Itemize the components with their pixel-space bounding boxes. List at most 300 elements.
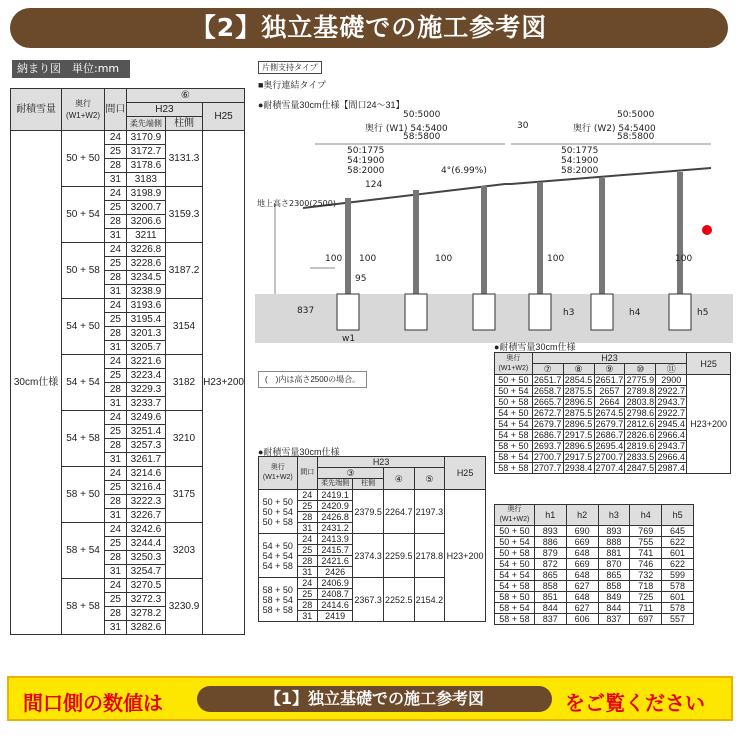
table-cell: 2674.5 <box>595 408 624 418</box>
h25-cell: H23+200 <box>445 490 486 622</box>
flex-cell: 3206.6 <box>126 215 165 229</box>
span-cell: 25 <box>104 593 126 607</box>
span-cell: 25 <box>297 589 317 600</box>
depth-value: 54 + 54 <box>262 550 293 561</box>
flex-cell: 3198.9 <box>126 187 165 201</box>
table-cell: 2896.5 <box>564 397 593 407</box>
flex-cell: 3257.3 <box>126 439 165 453</box>
table-cell: 837 <box>534 614 566 625</box>
depth-cell: 50 + 50 <box>62 131 105 187</box>
flex-cell: 3205.7 <box>126 341 165 355</box>
span-cell: 28 <box>297 556 317 567</box>
table-cell: 2679.7 <box>533 419 562 429</box>
span-cell: 31 <box>104 453 126 467</box>
flex-cell: 3211 <box>126 229 165 243</box>
table-cell: 2875.5 <box>564 386 593 396</box>
diagram-spec: ●耐積雪量30cm仕様【間口24～31】 <box>258 100 405 110</box>
col-h25: H25 <box>203 103 245 131</box>
table-cell: 50 + 58 <box>495 548 535 559</box>
span-cell: 28 <box>104 439 126 453</box>
depth-cell: 58 + 58 <box>62 579 105 635</box>
dim837: 837 <box>297 306 315 316</box>
main-height-table <box>10 88 245 635</box>
table-cell: 858 <box>534 581 566 592</box>
table-cell: 858 <box>598 581 630 592</box>
table-cell: 622 <box>662 559 694 570</box>
t1-h25: H25 <box>687 353 731 375</box>
diagram-tag: 片側支持タイプ <box>258 61 322 74</box>
table-cell: 599 <box>662 570 694 581</box>
col-span: 間口 <box>104 89 126 131</box>
col-flex: 柔先端側 <box>126 117 165 131</box>
table-cell: 58 + 58 <box>495 614 535 625</box>
span-cell: 31 <box>104 565 126 579</box>
flex-cell: 2415.7 <box>317 545 352 556</box>
span-cell: 25 <box>104 369 126 383</box>
diagram-subtitle: ■奥行連結タイプ <box>258 80 326 90</box>
table-cell: 669 <box>566 537 598 548</box>
flex-cell: 3251.4 <box>126 425 165 439</box>
w1-c: 58:5800 <box>403 132 441 142</box>
table-cell: 601 <box>662 592 694 603</box>
table-cell: 755 <box>630 537 662 548</box>
dim100-e: 100 <box>675 254 693 264</box>
flex-cell: 3228.6 <box>126 257 165 271</box>
bottom-banner <box>7 676 733 721</box>
table-cell: 645 <box>662 526 694 537</box>
h-table2-title: ●耐積雪量30cm仕様 <box>258 447 340 457</box>
table-cell: 2896.5 <box>564 419 593 429</box>
table-row <box>495 537 694 548</box>
h4-label: h4 <box>629 308 641 318</box>
flex-cell: 3233.7 <box>126 397 165 411</box>
table-cell: 844 <box>534 603 566 614</box>
span-cell: 28 <box>104 159 126 173</box>
depth-value: 50 + 50 <box>262 496 293 507</box>
flex-cell: 3226.8 <box>126 243 165 257</box>
table-cell: 725 <box>630 592 662 603</box>
table-cell: 2798.6 <box>626 408 655 418</box>
h-table3 <box>494 504 694 625</box>
t2-h23: H23 <box>317 457 444 468</box>
table-cell: 54 + 54 <box>495 419 533 430</box>
table-row <box>495 526 694 537</box>
table-cell: 746 <box>630 559 662 570</box>
post-cell: 3210 <box>165 411 202 467</box>
table-row <box>259 490 486 501</box>
table-cell: 2812.6 <box>626 419 655 429</box>
col-header: h2 <box>566 505 598 526</box>
table-cell: 2917.5 <box>564 452 593 462</box>
table-cell: 2900 <box>656 375 687 386</box>
flex-cell: 2421.6 <box>317 556 352 567</box>
table-cell: 2686.7 <box>533 430 562 440</box>
flex-cell: 3183 <box>126 173 165 187</box>
t1-depth: 奥行 (W1+W2) <box>495 353 533 375</box>
span-cell: 31 <box>297 523 317 534</box>
span-cell: 24 <box>104 355 126 369</box>
dim100-b: 100 <box>359 254 377 264</box>
depth-cell: 54 + 50 <box>62 299 105 355</box>
table-cell: 2833.5 <box>626 452 655 462</box>
span-cell: 28 <box>104 551 126 565</box>
table-cell: 2695.4 <box>595 441 624 451</box>
w2-c: 58:5800 <box>617 132 655 142</box>
t2-c5: ⑤ <box>414 468 445 490</box>
table-cell: 2896.5 <box>564 441 593 451</box>
c4-cell: 2259.5 <box>383 534 414 578</box>
table-row <box>11 131 245 145</box>
span-cell: 25 <box>104 537 126 551</box>
table-cell: 2966.4 <box>657 452 685 462</box>
table-cell: 578 <box>662 581 694 592</box>
footing-6 <box>669 294 691 330</box>
table-cell: 54 + 50 <box>495 408 533 419</box>
banner-text-1: 間口側の数値は <box>23 691 163 715</box>
table-row <box>495 614 694 625</box>
table-cell: 888 <box>598 537 630 548</box>
table-cell: 50 + 58 <box>495 397 533 408</box>
table-cell: 2686.7 <box>595 430 624 440</box>
table-cell: 648 <box>566 570 598 581</box>
table-cell: 2707.7 <box>533 463 562 473</box>
span-cell: 31 <box>104 341 126 355</box>
span-3: 58:2000 <box>347 166 385 176</box>
post-cell: 2367.3 <box>353 578 384 622</box>
marker-11 <box>702 225 712 235</box>
table-cell: 2847.5 <box>626 463 655 473</box>
span-cell: 25 <box>104 481 126 495</box>
flex-cell: 3278.2 <box>126 607 165 621</box>
span-6: 58:2000 <box>561 166 599 176</box>
h25-cell: H23+200 <box>203 131 245 635</box>
span-cell: 31 <box>104 621 126 635</box>
dim124: 124 <box>365 180 383 190</box>
t1-h23: H23 <box>532 353 686 364</box>
span-cell: 28 <box>297 600 317 611</box>
flex-cell: 3234.5 <box>126 271 165 285</box>
col-header: h1 <box>534 505 566 526</box>
depth-value: 58 + 54 <box>262 594 293 605</box>
flex-cell: 3214.6 <box>126 467 165 481</box>
t2-h25: H25 <box>445 457 486 490</box>
post-3 <box>481 186 487 304</box>
flex-cell: 2419 <box>317 611 352 622</box>
table-cell: 54 + 50 <box>495 559 535 570</box>
depth-cell: 54 + 58 <box>62 411 105 467</box>
table-cell: 50 + 50 <box>495 526 535 537</box>
span-1: 50:1775 <box>347 146 385 156</box>
span-cell: 28 <box>104 607 126 621</box>
table-cell: 769 <box>630 526 662 537</box>
ground-height: 地上高さ2300(2500) <box>257 199 336 208</box>
table-cell: 2664 <box>594 397 625 408</box>
table-cell: 578 <box>662 603 694 614</box>
flex-cell: 2426.8 <box>317 512 352 523</box>
depth-cell <box>259 490 298 534</box>
dim95: 95 <box>355 274 367 284</box>
h-table1-title: ●耐積雪量30cm仕様 <box>494 342 576 352</box>
table-cell: 2826.6 <box>626 430 655 440</box>
span-cell: 28 <box>104 495 126 509</box>
table-cell: 627 <box>566 603 598 614</box>
dim100-a: 100 <box>325 254 343 264</box>
span-cell: 24 <box>104 467 126 481</box>
flex-cell: 2408.7 <box>317 589 352 600</box>
span-cell: 24 <box>104 187 126 201</box>
post-5 <box>599 178 605 304</box>
unit-label: 納まり図 単位:mm <box>12 60 130 78</box>
gap-label: 30 <box>517 121 529 131</box>
col-header: h4 <box>630 505 662 526</box>
flex-cell: 3226.7 <box>126 509 165 523</box>
table-cell: 2700.7 <box>595 452 624 462</box>
flex-cell: 3200.7 <box>126 201 165 215</box>
depth-value: 50 + 58 <box>262 516 293 527</box>
span-cell: 31 <box>104 229 126 243</box>
table-cell: 849 <box>598 592 630 603</box>
table-cell: 893 <box>598 526 630 537</box>
w1-label: 奥行 (W1) 54:5400 <box>365 124 448 134</box>
table-cell: 872 <box>534 559 566 570</box>
table-cell: 2922.7 <box>657 386 685 396</box>
post-cell: 3203 <box>165 523 202 579</box>
table-cell: 2854.5 <box>564 375 593 385</box>
h3-label: h3 <box>563 308 575 318</box>
col-header: ⑪ <box>656 364 687 375</box>
table-cell: 557 <box>662 614 694 625</box>
flex-cell: 3244.4 <box>126 537 165 551</box>
post-cell: 3187.2 <box>165 243 202 299</box>
post-cell: 3230.9 <box>165 579 202 635</box>
flex-cell: 3222.3 <box>126 495 165 509</box>
post-6 <box>677 172 683 304</box>
table-cell: 50 + 54 <box>495 386 533 397</box>
table-cell: 54 + 58 <box>495 430 533 441</box>
span-4: 50:1775 <box>561 146 599 156</box>
post-cell: 2379.5 <box>353 490 384 534</box>
post-4 <box>537 182 543 304</box>
t2-c3: ③ <box>317 468 383 479</box>
flex-cell: 3216.4 <box>126 481 165 495</box>
table-cell: 2945.4 <box>657 419 685 429</box>
flex-cell: 2420.9 <box>317 501 352 512</box>
span-cell: 25 <box>104 257 126 271</box>
span-cell: 24 <box>104 411 126 425</box>
span-cell: 31 <box>104 173 126 187</box>
slope-label: 4°(6.99%) <box>441 166 487 176</box>
depth-cell <box>259 578 298 622</box>
flex-cell: 3170.9 <box>126 131 165 145</box>
depth-cell: 58 + 50 <box>62 467 105 523</box>
depth-cell <box>259 534 298 578</box>
flex-cell: 3261.7 <box>126 453 165 467</box>
span-cell: 28 <box>104 383 126 397</box>
table-cell: 2651.7 <box>595 375 624 385</box>
table-cell: 697 <box>630 614 662 625</box>
post-cell: 3154 <box>165 299 202 355</box>
table-cell: 2658.7 <box>533 386 562 396</box>
flex-cell: 2414.6 <box>317 600 352 611</box>
table-cell: 58 + 58 <box>495 463 533 474</box>
span-5: 54:1900 <box>561 156 599 166</box>
table-cell: 58 + 54 <box>495 452 533 463</box>
table-cell: 2803.8 <box>626 397 655 407</box>
table-row <box>495 559 694 570</box>
span-cell: 24 <box>104 579 126 593</box>
table-cell: 2966.4 <box>657 430 685 440</box>
table-cell: 893 <box>534 526 566 537</box>
table-cell: 741 <box>630 548 662 559</box>
table-row <box>495 548 694 559</box>
flex-cell: 3250.3 <box>126 551 165 565</box>
table-cell: 2943.7 <box>657 441 685 451</box>
table-cell: 2922.7 <box>657 408 685 418</box>
table-cell: 2672.7 <box>533 408 562 418</box>
depth-cell: 54 + 54 <box>62 355 105 411</box>
footing-5 <box>591 294 613 330</box>
col-header: h5 <box>662 505 694 526</box>
table-cell: 886 <box>534 537 566 548</box>
span-cell: 28 <box>297 512 317 523</box>
table-cell: 601 <box>662 548 694 559</box>
banner-link[interactable]: 【1】独立基礎での施工参考図 <box>197 686 552 712</box>
table-cell: 718 <box>630 581 662 592</box>
depth-value: 58 + 50 <box>262 584 293 595</box>
flex-cell: 3282.6 <box>126 621 165 635</box>
table-cell: 844 <box>598 603 630 614</box>
table-cell: 50 + 54 <box>495 537 535 548</box>
table-cell: 732 <box>630 570 662 581</box>
flex-cell: 3272.3 <box>126 593 165 607</box>
flex-cell: 3270.5 <box>126 579 165 593</box>
span-cell: 28 <box>104 215 126 229</box>
span-cell: 31 <box>104 285 126 299</box>
post-cell: 3159.3 <box>165 187 202 243</box>
w2-a: 50:5000 <box>617 110 655 120</box>
table-row <box>495 592 694 603</box>
w1-a: 50:5000 <box>403 110 441 120</box>
depth-value: 54 + 50 <box>262 540 293 551</box>
post-cell: 3175 <box>165 467 202 523</box>
depth-cell: 50 + 58 <box>62 243 105 299</box>
span-cell: 25 <box>104 201 126 215</box>
flex-cell: 3242.6 <box>126 523 165 537</box>
span-cell: 24 <box>104 131 126 145</box>
table-cell: 2875.5 <box>564 408 593 418</box>
banner-text-2: をご覧ください <box>565 691 705 715</box>
col-header: 奥行 (W1+W2) <box>495 505 535 526</box>
span-cell: 24 <box>104 299 126 313</box>
table-cell: 648 <box>566 592 598 603</box>
col-depth: 奥行 (W1+W2) <box>62 89 105 131</box>
c5-cell: 2178.8 <box>414 534 445 578</box>
flex-cell: 3238.9 <box>126 285 165 299</box>
table-cell: 627 <box>566 581 598 592</box>
flex-cell: 3172.7 <box>126 145 165 159</box>
c4-cell: 2252.5 <box>383 578 414 622</box>
table-cell: 2665.7 <box>533 397 562 407</box>
span-cell: 25 <box>297 545 317 556</box>
flex-cell: 3254.7 <box>126 565 165 579</box>
span-2: 54:1900 <box>347 156 385 166</box>
page-title: 【2】独立基礎での施工参考図 <box>10 8 728 48</box>
table-cell: 2789.8 <box>626 386 655 396</box>
w1-mark: w1 <box>342 334 356 344</box>
footing-3 <box>473 294 495 330</box>
footing-2 <box>405 294 427 330</box>
table-cell: 50 + 50 <box>495 375 533 386</box>
col-header: h3 <box>598 505 630 526</box>
post-cell: 3182 <box>165 355 202 411</box>
table-cell: 2651.7 <box>533 375 562 385</box>
table-cell: 648 <box>566 548 598 559</box>
table-cell: 669 <box>566 559 598 570</box>
post-2 <box>413 190 419 304</box>
span-cell: 31 <box>104 397 126 411</box>
table-cell: 2700.7 <box>533 452 562 462</box>
table-cell: 837 <box>598 614 630 625</box>
depth-value: 58 + 58 <box>262 604 293 615</box>
h25-cell: H23+200 <box>687 375 731 474</box>
span-cell: 24 <box>104 523 126 537</box>
table-cell: 2775.9 <box>626 375 655 385</box>
footing-1 <box>337 294 359 330</box>
depth-value: 50 + 54 <box>262 506 293 517</box>
table-cell: 690 <box>566 526 598 537</box>
t2-span: 間口 <box>297 457 317 490</box>
flex-cell: 2431.2 <box>317 523 352 534</box>
h-table2 <box>258 456 486 622</box>
col-header: ⑨ <box>594 364 625 375</box>
flex-cell: 3201.3 <box>126 327 165 341</box>
span-cell: 25 <box>104 313 126 327</box>
table-row <box>495 581 694 592</box>
span-cell: 25 <box>297 501 317 512</box>
table-cell: 58 + 50 <box>495 441 533 452</box>
c5-cell: 2154.2 <box>414 578 445 622</box>
span-cell: 28 <box>104 271 126 285</box>
flex-cell: 3223.4 <box>126 369 165 383</box>
post-cell: 3131.3 <box>165 131 202 187</box>
flex-cell: 2419.1 <box>317 490 352 501</box>
table-cell: 711 <box>630 603 662 614</box>
span-cell: 25 <box>104 145 126 159</box>
flex-cell: 3221.6 <box>126 355 165 369</box>
dim100-d: 100 <box>547 254 565 264</box>
table-cell: 2657 <box>594 386 625 397</box>
post-1 <box>345 198 351 304</box>
table-cell: 2707.4 <box>595 463 624 473</box>
table-cell: 870 <box>598 559 630 570</box>
span-cell: 24 <box>297 534 317 545</box>
table-cell: 879 <box>534 548 566 559</box>
table-cell: 606 <box>566 614 598 625</box>
table-cell: 865 <box>598 570 630 581</box>
table-cell: 2987.4 <box>657 463 685 473</box>
col-header: ⑧ <box>563 364 594 375</box>
table-row <box>495 375 731 386</box>
table-row <box>495 603 694 614</box>
depth-cell: 58 + 54 <box>62 523 105 579</box>
table-cell: 54 + 58 <box>495 581 535 592</box>
table-cell: 2917.5 <box>564 430 593 440</box>
flex-cell: 3195.4 <box>126 313 165 327</box>
span-cell: 24 <box>297 490 317 501</box>
table-cell: 2693.7 <box>533 441 562 451</box>
col-header: ⑦ <box>532 364 563 375</box>
col-header: ⑩ <box>625 364 656 375</box>
